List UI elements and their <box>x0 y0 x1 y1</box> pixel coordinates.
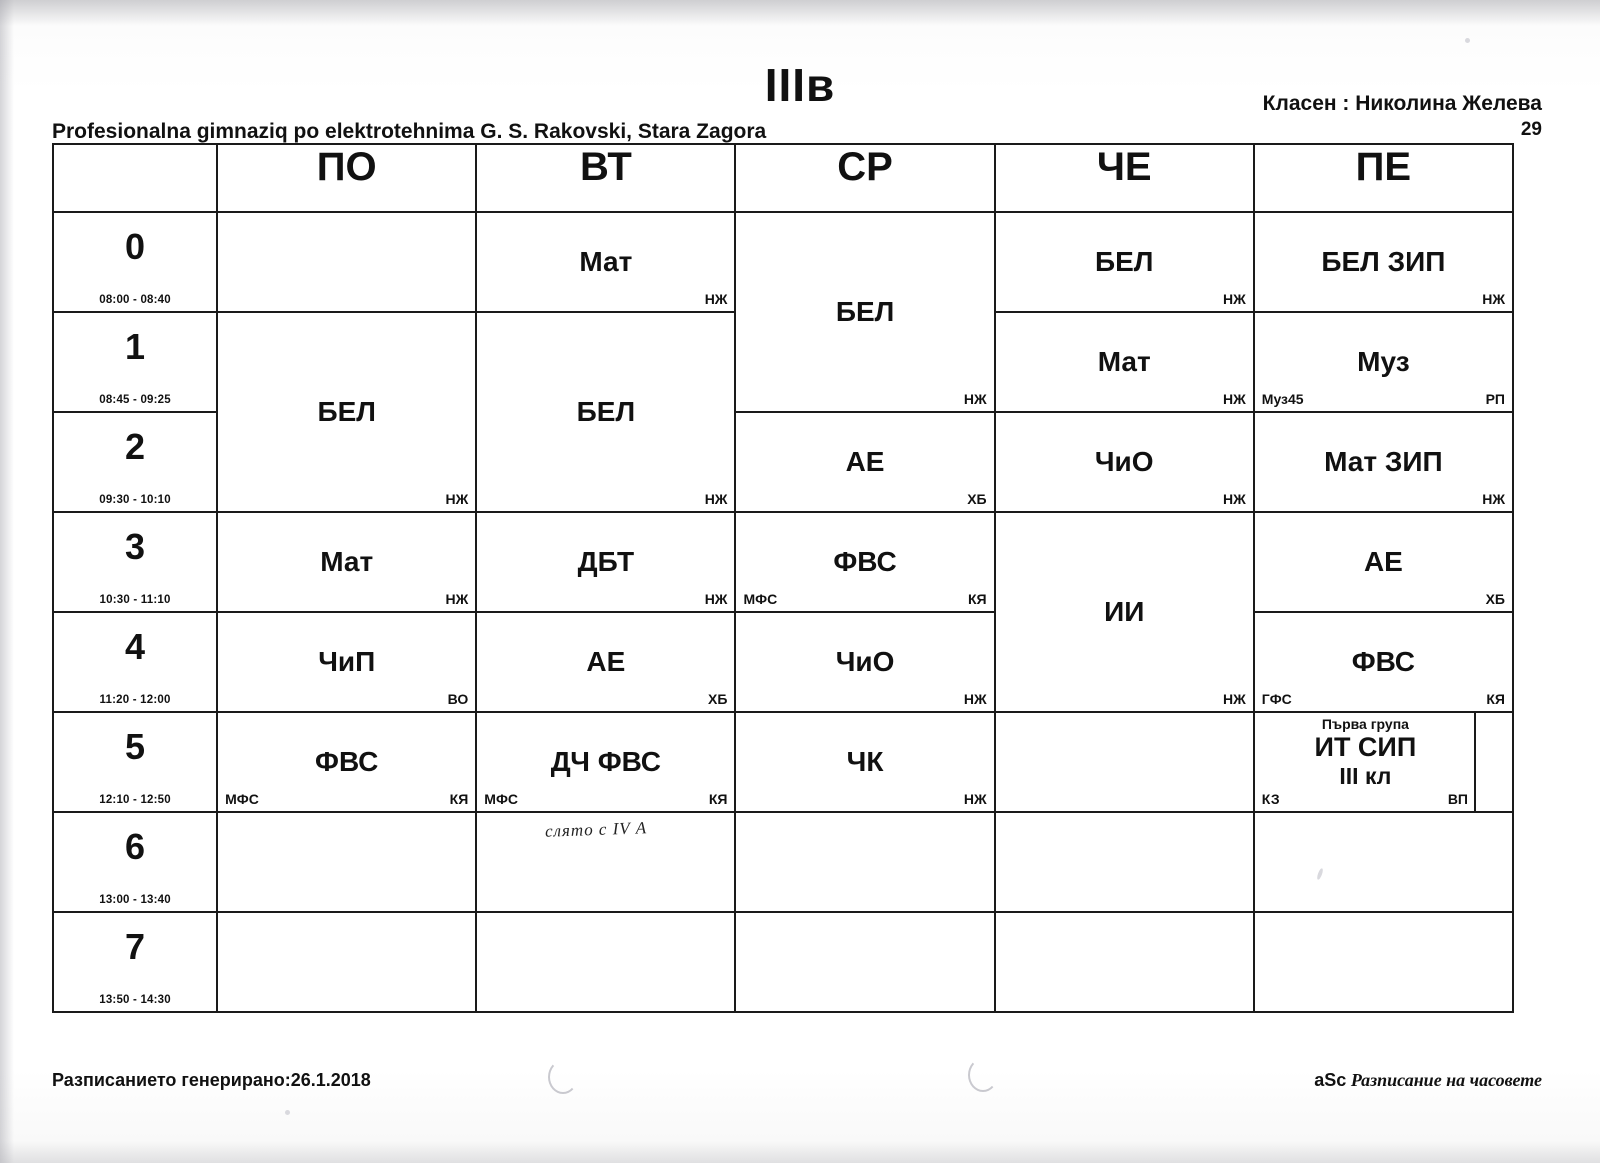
lesson-thu-7[interactable] <box>995 912 1254 1012</box>
lesson-subject: Мат <box>579 245 633 277</box>
lesson-teacher-code: КЯ <box>708 791 728 807</box>
footer-brand-prefix: aSc <box>1314 1070 1347 1090</box>
lesson-mon-1-2[interactable] <box>217 312 476 512</box>
hour-time: 08:45 - 09:25 <box>99 394 171 406</box>
lesson-subject: Мат <box>320 545 374 577</box>
lesson-teacher-code: НЖ <box>704 291 728 307</box>
lesson-teacher-code: НЖ <box>963 391 987 407</box>
lesson-subject: ИИ <box>1104 595 1145 627</box>
lesson-fri-1[interactable] <box>1254 312 1513 412</box>
lesson-teacher-code: НЖ <box>1223 391 1246 407</box>
group-name: Първа група <box>1321 716 1409 732</box>
scan-ring-mark <box>968 1058 998 1092</box>
hour-number: 4 <box>125 626 146 667</box>
scan-ring-mark <box>548 1060 578 1094</box>
table-row <box>53 512 1513 612</box>
lesson-fri-0[interactable] <box>1254 212 1513 312</box>
lesson-subject: ФВС <box>315 745 379 777</box>
footer-generated: Разписанието генерирано:26.1.2018 <box>52 1070 371 1090</box>
lesson-fri-3[interactable] <box>1254 512 1513 612</box>
lesson-wed-0-1[interactable] <box>735 212 994 412</box>
lesson-wed-6[interactable] <box>735 812 994 912</box>
lesson-subject: ЧиП <box>318 645 376 677</box>
hour-number: 2 <box>125 426 146 467</box>
lesson-wed-4[interactable] <box>735 612 994 712</box>
lesson-mon-4[interactable] <box>217 612 476 712</box>
lesson-teacher-code: НЖ <box>1482 491 1505 507</box>
lesson-fri-2[interactable] <box>1254 412 1513 512</box>
hour-number: 6 <box>125 826 146 867</box>
lesson-thu-2[interactable] <box>995 412 1254 512</box>
lesson-subject-line2: III кл <box>1339 763 1392 790</box>
day-header-thu: ЧЕ <box>995 144 1254 212</box>
hour-number: 3 <box>125 526 146 567</box>
lesson-teacher-code: КЯ <box>449 791 469 807</box>
lesson-subject: ДБТ <box>577 545 635 577</box>
hour-time: 09:30 - 10:10 <box>99 494 171 506</box>
lesson-mon-0[interactable] <box>217 212 476 312</box>
lesson-mon-3[interactable] <box>217 512 476 612</box>
lesson-subject <box>1255 733 1476 790</box>
lesson-thu-5[interactable] <box>995 712 1254 812</box>
lesson-teacher-code: НЖ <box>963 691 987 707</box>
table-row <box>53 812 1513 912</box>
lesson-teacher-code: НЖ <box>704 591 728 607</box>
lesson-subject: ЧК <box>846 745 884 777</box>
lesson-subject: Мат <box>1097 345 1151 377</box>
lesson-teacher-code: НЖ <box>1223 691 1246 707</box>
lesson-teacher-code: НЖ <box>445 591 469 607</box>
lesson-wed-5[interactable] <box>735 712 994 812</box>
lesson-tue-1-2[interactable] <box>476 312 735 512</box>
lesson-teacher-code: НЖ <box>963 791 987 807</box>
lesson-fri-4[interactable] <box>1254 612 1513 712</box>
hour-time: 10:30 - 11:10 <box>99 594 171 606</box>
hour-number: 5 <box>125 726 146 767</box>
lesson-tue-5[interactable] <box>476 712 735 812</box>
lesson-subject: БЕЛ <box>317 395 376 427</box>
day-header-tue: ВТ <box>476 144 735 212</box>
lesson-teacher-code: ХБ <box>967 491 987 507</box>
day-header-fri: ПЕ <box>1254 144 1513 212</box>
lesson-room-code: КЗ <box>1261 791 1280 807</box>
lesson-tue-4[interactable] <box>476 612 735 712</box>
hour-cell-3 <box>53 512 217 612</box>
table-row <box>53 212 1513 312</box>
lesson-subject: АЕ <box>1363 545 1403 577</box>
lesson-tue-7[interactable] <box>476 912 735 1012</box>
lesson-teacher-code: РП <box>1485 391 1505 407</box>
scan-shadow-bottom <box>0 1141 1600 1163</box>
lesson-room-code: МФС <box>743 591 778 607</box>
lesson-subject: ДЧ ФВС <box>550 745 662 777</box>
lesson-subject: Муз <box>1357 345 1410 377</box>
lesson-thu-0[interactable] <box>995 212 1254 312</box>
lesson-subject: ЧиО <box>835 645 895 677</box>
timetable <box>52 143 1514 1013</box>
hour-cell-4 <box>53 612 217 712</box>
hour-number: 1 <box>125 326 146 367</box>
hour-cell-6 <box>53 812 217 912</box>
lesson-tue-0[interactable] <box>476 212 735 312</box>
lesson-teacher-code: ХБ <box>1485 591 1505 607</box>
hour-number: 7 <box>125 926 146 967</box>
hour-time: 11:20 - 12:00 <box>99 694 171 706</box>
lesson-subject: БЕЛ ЗИП <box>1321 245 1446 277</box>
lesson-subject: БЕЛ <box>1094 245 1154 277</box>
class-teacher: Класен : Николина Желева <box>1262 92 1542 115</box>
lesson-teacher-code: ВП <box>1447 791 1468 807</box>
lesson-room-code: ГФС <box>1261 691 1292 707</box>
lesson-room-code: МФС <box>484 791 519 807</box>
day-header-wed: СР <box>735 144 994 212</box>
lesson-subject: Мат ЗИП <box>1324 445 1443 477</box>
scan-speck <box>1465 38 1470 43</box>
lesson-teacher-code: КЯ <box>968 591 987 607</box>
handwritten-note: слято с IV А <box>544 818 648 841</box>
lesson-teacher-code: ВО <box>447 691 469 707</box>
lesson-mon-5[interactable] <box>217 712 476 812</box>
lesson-teacher-code: НЖ <box>1223 291 1246 307</box>
lesson-fri-7[interactable] <box>1254 912 1513 1012</box>
lesson-teacher-code: КЯ <box>1486 691 1505 707</box>
lesson-teacher-code: ХБ <box>708 691 728 707</box>
table-row <box>53 612 1513 712</box>
hour-cell-2 <box>53 412 217 512</box>
lesson-thu-3-4[interactable] <box>995 512 1254 712</box>
lesson-mon-6[interactable] <box>217 812 476 912</box>
scan-shadow-top <box>0 0 1600 26</box>
table-row <box>53 912 1513 1012</box>
lesson-mon-7[interactable] <box>217 912 476 1012</box>
lesson-thu-1[interactable] <box>995 312 1254 412</box>
lesson-teacher-code: НЖ <box>1482 291 1505 307</box>
lesson-subject: ЧиО <box>1094 445 1154 477</box>
lesson-subject: АЕ <box>586 645 626 677</box>
lesson-wed-7[interactable] <box>735 912 994 1012</box>
lesson-subject: ФВС <box>1351 645 1416 677</box>
lesson-subject: АЕ <box>845 445 885 477</box>
hour-time: 12:10 - 12:50 <box>99 794 171 806</box>
page-number: 29 <box>1520 119 1542 140</box>
lesson-teacher-code: НЖ <box>445 491 469 507</box>
scan-speck <box>285 1110 290 1115</box>
lesson-wed-2[interactable] <box>735 412 994 512</box>
lesson-tue-3[interactable] <box>476 512 735 612</box>
page-title: IIIв <box>764 59 836 111</box>
footer-brand <box>1314 1070 1542 1091</box>
hour-cell-0 <box>53 212 217 312</box>
lesson-subject: БЕЛ <box>576 395 636 427</box>
hour-time: 13:00 - 13:40 <box>99 894 171 906</box>
lesson-subject-line1: ИТ СИП <box>1314 732 1417 762</box>
hour-number: 0 <box>125 226 146 267</box>
lesson-wed-3[interactable] <box>735 512 994 612</box>
hour-time: 13:50 - 14:30 <box>99 994 171 1006</box>
lesson-teacher-code: НЖ <box>1223 491 1246 507</box>
lesson-fri-6[interactable] <box>1254 812 1513 912</box>
hour-time: 08:00 - 08:40 <box>99 294 171 306</box>
corner-cell <box>53 144 217 212</box>
lesson-room-code: МФС <box>225 791 259 807</box>
lesson-room-code: Муз45 <box>1261 391 1304 407</box>
school-name: Profesionalna gimnaziq po elektrotehnima G. S. Rakovski, Stara Zagora <box>52 120 767 143</box>
footer-brand-text: Разписание на часовете <box>1350 1070 1542 1090</box>
lesson-fri-5[interactable] <box>1254 712 1513 812</box>
hour-cell-1 <box>53 312 217 412</box>
hour-cell-5 <box>53 712 217 812</box>
table-row <box>53 712 1513 812</box>
lesson-teacher-code: НЖ <box>704 491 728 507</box>
scan-shadow-left <box>0 0 14 1163</box>
lesson-subject: БЕЛ <box>835 295 895 327</box>
hour-cell-7 <box>53 912 217 1012</box>
table-header-row <box>53 144 1513 212</box>
lesson-thu-6[interactable] <box>995 812 1254 912</box>
lesson-subject: ФВС <box>833 545 897 577</box>
day-header-mon: ПО <box>217 144 476 212</box>
